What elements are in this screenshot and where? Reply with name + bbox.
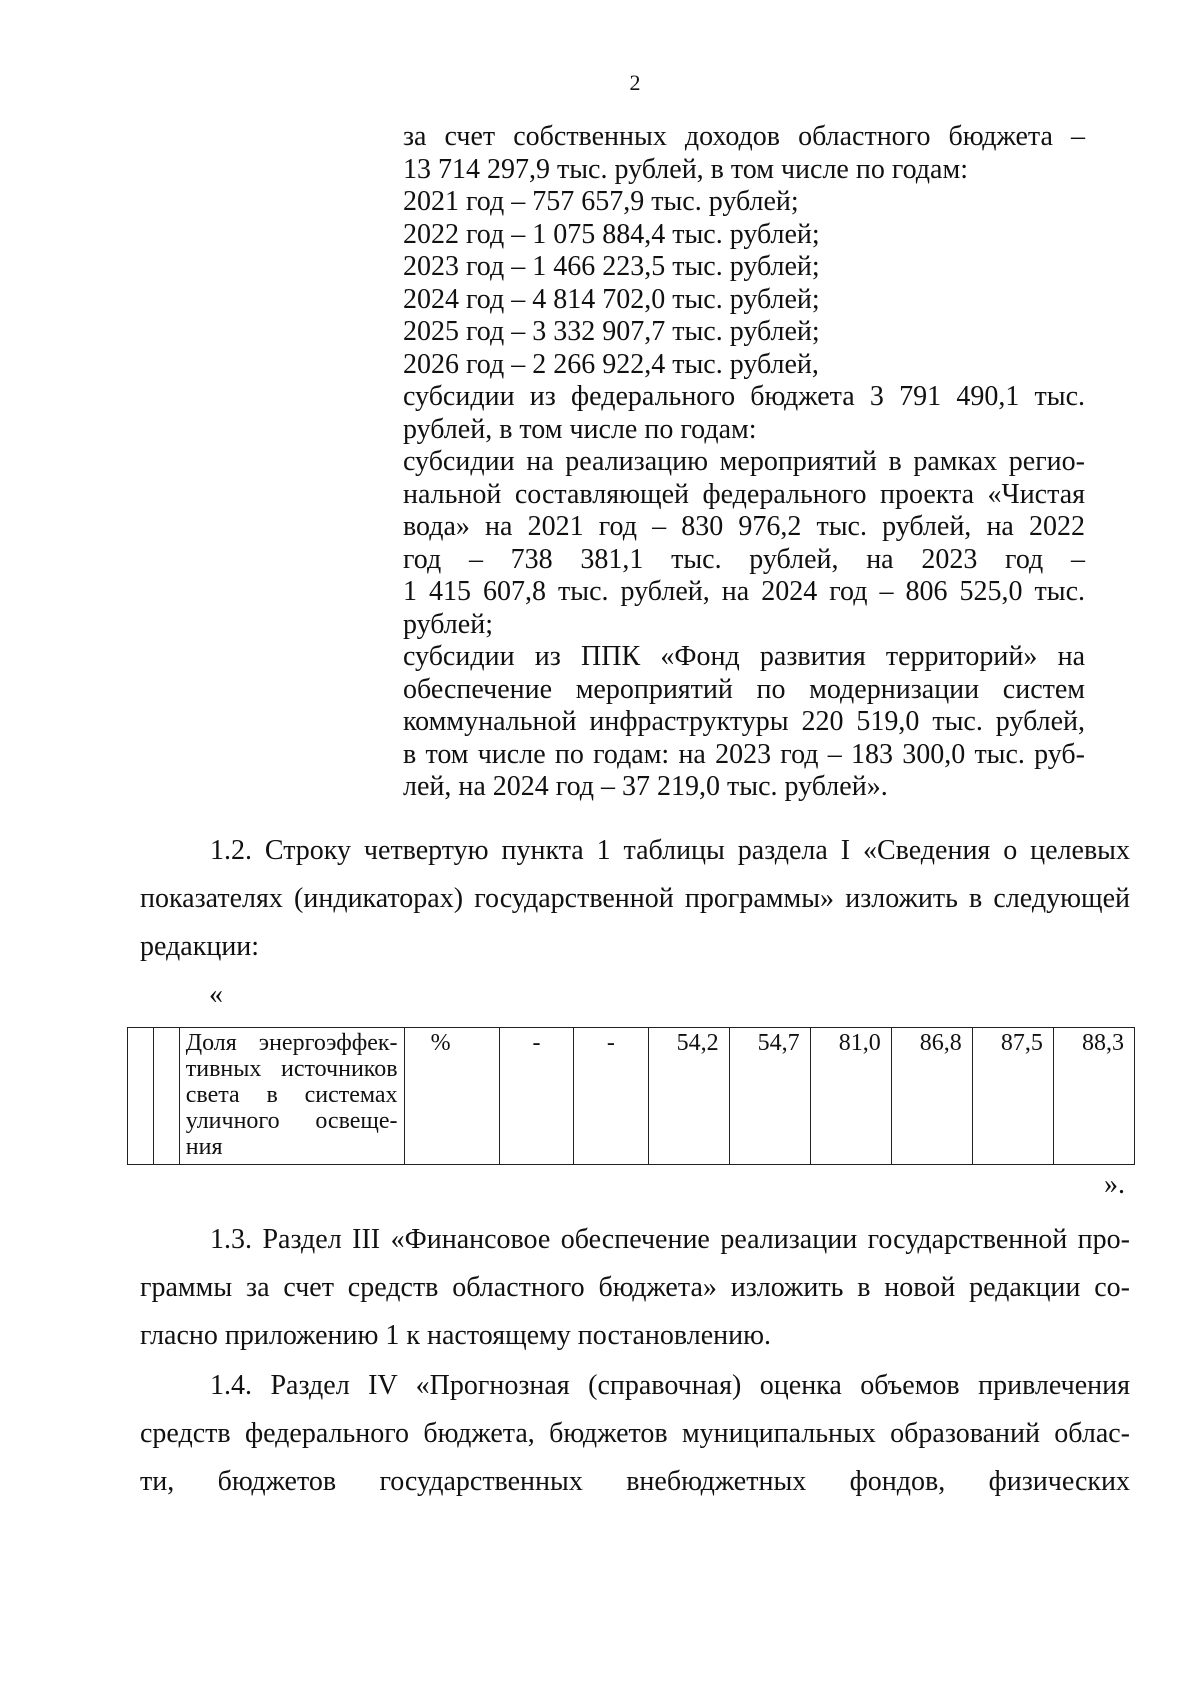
paragraph-1-3-line: граммы за счет средств областного бюджета» изложить в новой редакции со- — [140, 1272, 1130, 1303]
value-cell: - — [499, 1028, 573, 1165]
indicator-name-line: уличного освеще- — [185, 1108, 398, 1134]
indicator-name-line: ния — [185, 1134, 223, 1160]
table-cell-empty — [153, 1028, 179, 1165]
value-cell: 54,2 — [648, 1028, 729, 1165]
own-revenue-total: 13 714 297,9 тыс. рублей, в том числе по годам: — [403, 153, 968, 185]
fund-line: лей, на 2024 год – 37 219,0 тыс. рублей». — [403, 771, 888, 802]
indicator-name-line: света в системах — [185, 1082, 398, 1108]
fund-line: в том числе по годам: на 2023 год – 183 300,0 тыс. руб- — [403, 738, 1085, 770]
unit-cell: % — [404, 1028, 499, 1165]
paragraph-1-4-line: 1.4. Раздел IV «Прогнозная (справочная) оценка объемов привлечения — [210, 1370, 1130, 1401]
year-line: 2022 год – 1 075 884,4 тыс. рублей; — [403, 218, 820, 250]
fund-line: обеспечение мероприятий по модернизации систем — [403, 673, 1085, 705]
page-number: 2 — [629, 70, 641, 95]
table-row — [128, 1028, 1135, 1165]
value-cell: 54,7 — [729, 1028, 810, 1165]
indicator-name-line: Доля энергоэффек- — [185, 1030, 398, 1056]
year-line: 2025 год – 3 332 907,7 тыс. рублей; — [403, 316, 820, 347]
clean-water-line: субсидии на реализацию мероприятий в рамках регио- — [403, 446, 1085, 477]
clean-water-line: вода» на 2021 год – 830 976,2 тыс. рублей, на 2022 — [403, 511, 1085, 542]
clean-water-line: рублей; — [403, 608, 493, 640]
fund-line: коммунальной инфраструктуры 220 519,0 тыс. рублей, — [403, 706, 1085, 737]
indicator-name-line: тивных источников — [185, 1056, 398, 1082]
value-cell: 88,3 — [1053, 1028, 1134, 1165]
value-cell: - — [574, 1028, 648, 1165]
indicator-table — [127, 1027, 1135, 1165]
year-line: 2024 год – 4 814 702,0 тыс. рублей; — [403, 283, 820, 315]
paragraph-1-3-line: гласно приложению 1 к настоящему постановлению. — [140, 1320, 772, 1351]
paragraph-1-4-line: средств федерального бюджета, бюджетов муниципальных образований облас- — [140, 1418, 1130, 1449]
value-cell: 87,5 — [972, 1028, 1053, 1165]
year-line: 2026 год – 2 266 922,4 тыс. рублей, — [403, 348, 819, 380]
clean-water-line: 1 415 607,8 тыс. рублей, на 2024 год – 806 525,0 тыс. — [403, 576, 1085, 607]
federal-subsidy-line: субсидии из федерального бюджета 3 791 490,1 тыс. — [403, 381, 1085, 412]
value-cell: 86,8 — [891, 1028, 972, 1165]
indicator-name-cell — [179, 1028, 404, 1165]
clean-water-line: год – 738 381,1 тыс. рублей, на 2023 год – — [403, 543, 1085, 575]
close-quote: ». — [1104, 1169, 1125, 1200]
paragraph-1-2 — [140, 827, 1130, 971]
federal-subsidy-line: рублей, в том числе по годам: — [403, 413, 757, 445]
paragraph-1-3-line: 1.3. Раздел III «Финансовое обеспечение реализации государственной про- — [210, 1224, 1130, 1255]
paragraph-1-2-line: показателях (индикаторах) государственной программы» изложить в следующей — [140, 883, 1130, 914]
paragraph-1-4 — [140, 1362, 1130, 1506]
own-revenue-line: за счет собственных доходов областного бюджета – — [403, 121, 1085, 152]
funding-sources-block — [403, 121, 1085, 804]
paragraph-1-4-line: ти, бюджетов государственных внебюджетных фондов, физических — [140, 1466, 1130, 1497]
paragraph-1-2-line: 1.2. Строку четвертую пункта 1 таблицы раздела I «Сведения о целевых — [210, 835, 1130, 866]
year-line: 2021 год – 757 657,9 тыс. рублей; — [403, 186, 799, 217]
value-cell: 81,0 — [810, 1028, 891, 1165]
clean-water-line: нальной составляющей федерального проекта «Чистая — [403, 478, 1085, 510]
table-cell-empty — [128, 1028, 154, 1165]
paragraph-1-3 — [140, 1216, 1130, 1360]
open-quote: « — [209, 979, 223, 1010]
year-line: 2023 год – 1 466 223,5 тыс. рублей; — [403, 251, 820, 282]
fund-line: субсидии из ППК «Фонд развития территорий» на — [403, 641, 1085, 672]
paragraph-1-2-line: редакции: — [140, 931, 260, 962]
